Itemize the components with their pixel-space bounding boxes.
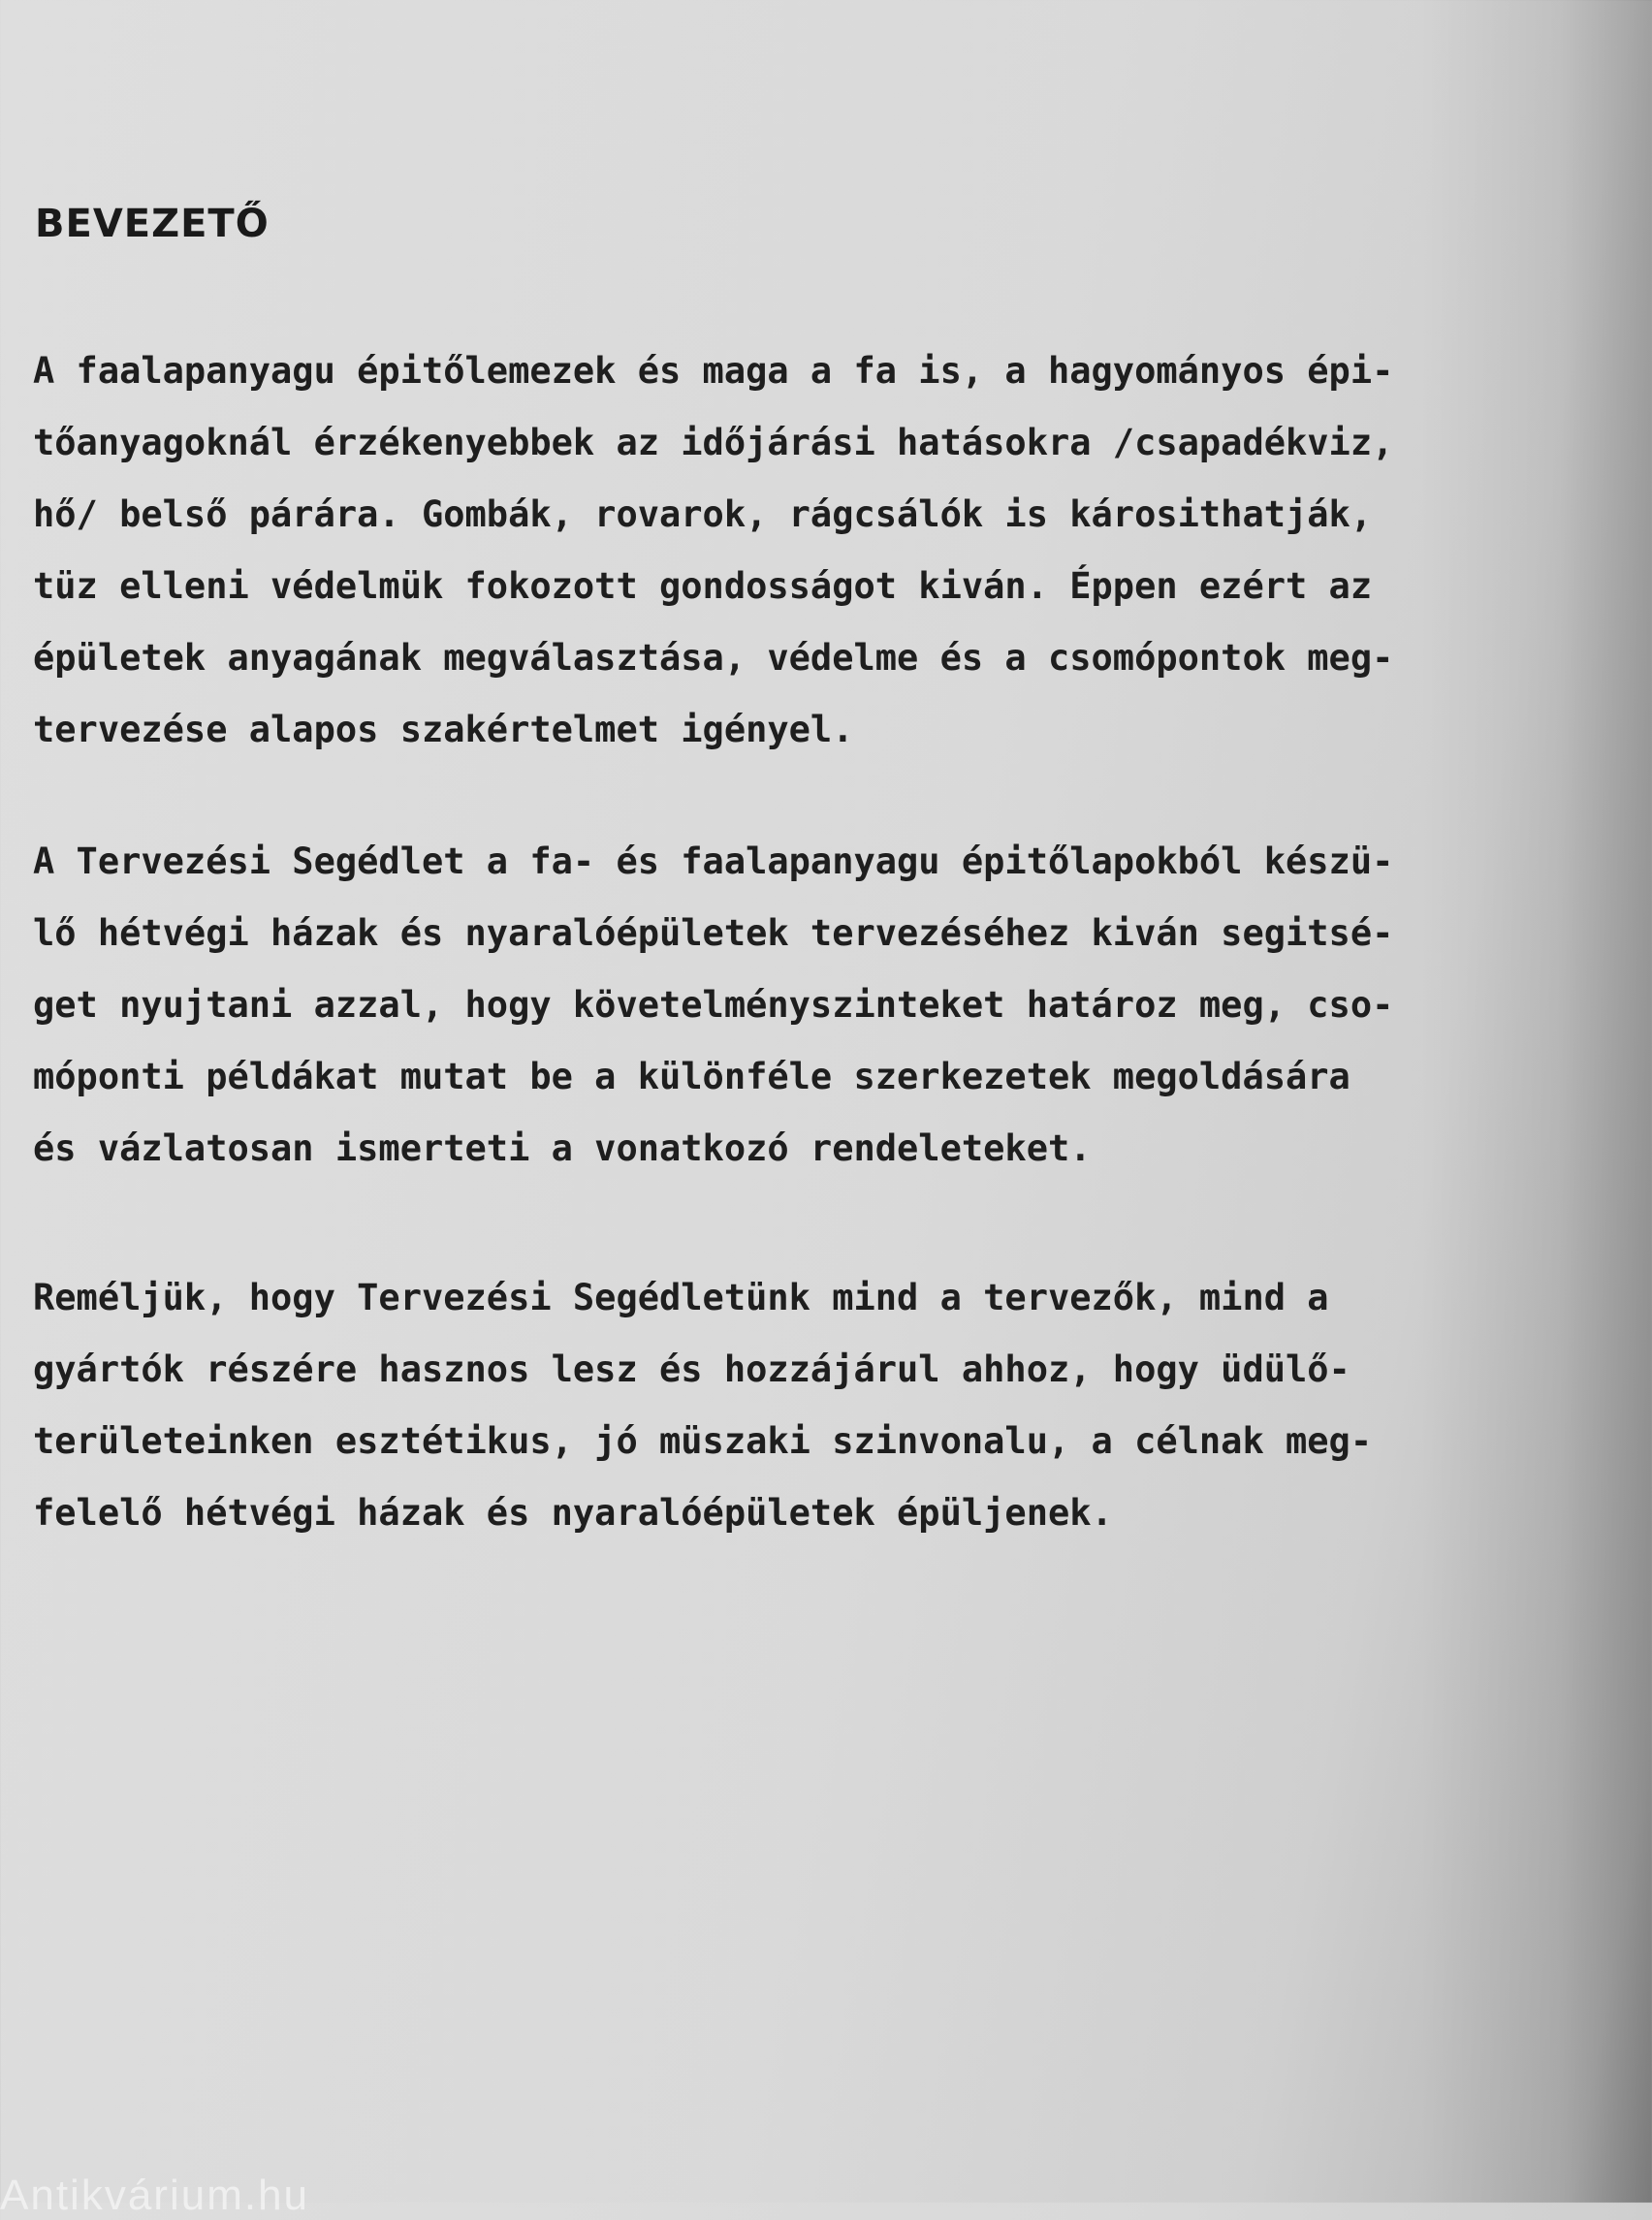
paragraph-intro — [33, 335, 1623, 766]
text-line: A faalapanyagu épitőlemezek és maga a fa is, a hagyományos épi- — [33, 350, 1394, 392]
text-line: get nyujtani azzal, hogy követelményszinteket határoz meg, cso- — [33, 984, 1394, 1026]
text-line: lő hétvégi házak és nyaralóépületek tervezéséhez kiván segitsé- — [33, 912, 1394, 954]
text-line: gyártók részére hasznos lesz és hozzájárul ahhoz, hogy üdülő- — [33, 1348, 1350, 1390]
text-line: területeinken esztétikus, jó müszaki szinvonalu, a célnak meg- — [33, 1420, 1373, 1462]
text-line: A Tervezési Segédlet a fa- és faalapanyagu épitőlapokból készü- — [33, 840, 1394, 882]
page-title: BEVEZETŐ — [35, 202, 270, 246]
text-line: Reméljük, hogy Tervezési Segédletünk mind a tervezők, mind a — [33, 1277, 1329, 1318]
text-line: móponti példákat mutat be a különféle szerkezetek megoldására — [33, 1056, 1350, 1097]
text-line: épületek anyagának megválasztása, védelme és a csomópontok meg- — [33, 637, 1394, 679]
text-line: tervezése alapos szakértelmet igényel. — [33, 709, 854, 750]
paragraph-closing — [33, 1262, 1623, 1549]
paragraph-purpose — [33, 826, 1623, 1185]
watermark: Antikvárium.hu — [0, 2172, 310, 2219]
text-line: és vázlatosan ismerteti a vonatkozó rendeleteket. — [33, 1127, 1092, 1169]
text-line: felelő hétvégi házak és nyaralóépületek épüljenek. — [33, 1492, 1113, 1534]
text-line: tüz elleni védelmük fokozott gondosságot kiván. Éppen ezért az — [33, 565, 1373, 607]
text-line: tőanyagoknál érzékenyebbek az időjárási hatásokra /csapadékviz, — [33, 422, 1394, 463]
text-line: hő/ belső párára. Gombák, rovarok, rágcsálók is károsithatják, — [33, 493, 1373, 535]
